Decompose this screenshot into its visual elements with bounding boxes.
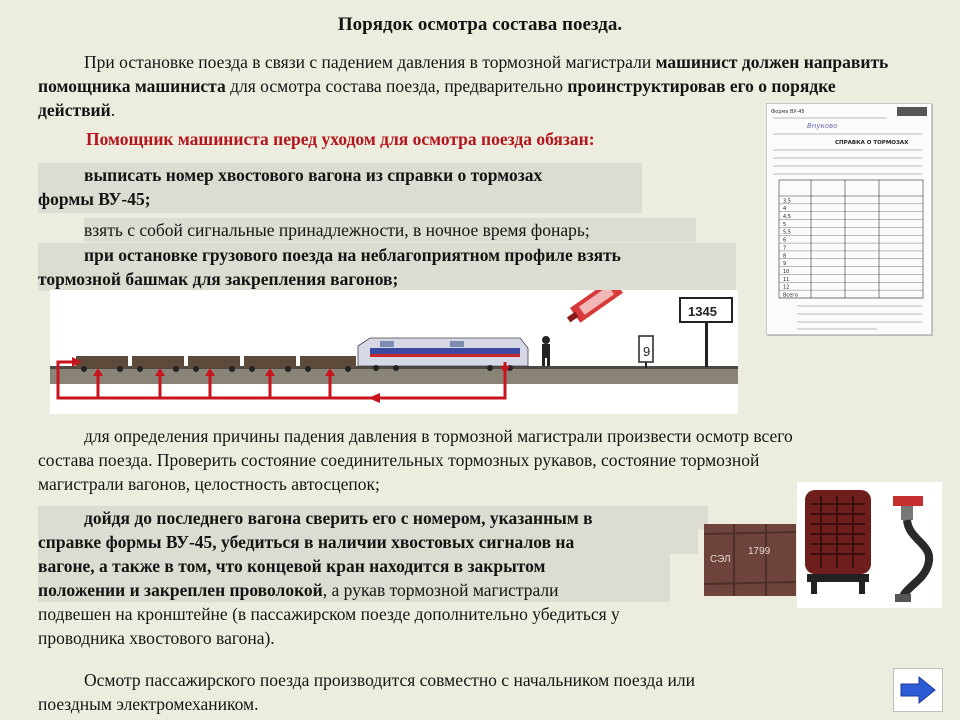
item-3-line-1: при остановке грузового поезда на неблагоприятном профиле взять — [84, 245, 621, 265]
tail-wagon-photo — [704, 524, 796, 596]
item-5-line-2 — [38, 530, 698, 554]
item-1-line-2: формы ВУ-45; — [38, 189, 151, 209]
form-row-label: 7 — [783, 245, 787, 252]
item-5-text-4b: , а рукав тормозной магистрали — [322, 580, 559, 600]
right-arrow-icon — [899, 675, 937, 705]
item-5-line-3: вагоне, а также в том, что концевой кран находится в закрытом — [38, 554, 670, 578]
train-inspection-illustration — [50, 290, 738, 414]
train-scene-drawing — [50, 290, 738, 414]
subheading: Помощник машиниста перед уходом для осмотра поезда обязан: — [86, 129, 595, 149]
form-stamp-text: Внуково — [807, 122, 838, 130]
form-row-label: 8 — [783, 253, 787, 260]
item-3-line-2: тормозной башмак для закрепления вагонов; — [38, 269, 399, 289]
intro-part3: для осмотра состава поезда, предварительно — [225, 76, 568, 96]
item-5 — [38, 506, 758, 650]
form-row-label: 3,5 — [783, 198, 791, 205]
brake-shoe-image — [563, 290, 622, 327]
slide-title: Порядок осмотра состава поезда. — [337, 14, 623, 35]
form-vu45-scan — [766, 103, 932, 335]
item-1-line-1: выписать номер хвостового вагона из справки о тормозах — [84, 165, 543, 185]
outro-line-1: Осмотр пассажирского поезда производится совместно с начальником поезда или — [84, 670, 695, 690]
form-label-text: Форма ВУ-45 — [771, 109, 805, 115]
wagon-marking-text: СЭЛ — [710, 554, 731, 565]
picket-post-number: 9 — [643, 344, 651, 359]
item-2: взять с собой сигнальные принадлежности, в ночное время фонарь; — [84, 218, 696, 242]
rail-bed — [50, 368, 738, 384]
item-5-line-5: подвешен на кронштейне (в пассажирском поезде дополнительно убедиться у — [38, 604, 620, 624]
form-row-label: 11 — [783, 276, 790, 283]
form-title-text: СПРАВКА О ТОРМОЗАХ — [835, 140, 909, 146]
item-5-text-2b: , убедиться в наличии хвостовых сигналов на — [212, 532, 575, 552]
intro-part5: . — [110, 100, 116, 120]
form-row-label: Всего — [783, 292, 798, 299]
wagon-number-text: 1799 — [748, 546, 771, 557]
item-5-text-2a: справке формы ВУ-45 — [38, 532, 213, 552]
end-valve-drawing — [797, 482, 942, 608]
end-valve-photo — [797, 482, 942, 608]
form-row-label: 4 — [783, 206, 787, 213]
item-1 — [38, 163, 642, 213]
tail-wagon-drawing — [704, 524, 796, 596]
form-row-label: 12 — [783, 284, 790, 291]
item-5-line-1: дойдя до последнего вагона сверить его с номером, указанным в — [38, 506, 708, 530]
item-3 — [38, 243, 736, 291]
picket-post — [639, 336, 653, 368]
outro-line-2: поездным электромехаником. — [38, 694, 259, 714]
form-row-label: 5 — [783, 221, 787, 228]
form-row-label: 10 — [783, 268, 790, 275]
form-row-label: 9 — [783, 261, 787, 268]
assistant-driver-figure — [542, 336, 550, 366]
kilometer-sign — [680, 298, 732, 367]
intro-part4: проинструктировав его о порядке действий — [38, 76, 836, 120]
item-5-line-6: проводника хвостового вагона). — [38, 628, 275, 648]
item-4-line-2: состава поезда. Проверить состояние соединительных тормозных рукавов, состояние тормозной — [38, 450, 760, 470]
intro-part2: машинист должен направить помощника машиниста — [38, 52, 889, 96]
outro-paragraph — [38, 668, 878, 716]
intro-part1: При остановке поезда в связи с падением давления в тормозной магистрали — [84, 52, 656, 72]
item-4-line-1: для определения причины падения давления в тормозной магистрали произвести осмотр всего — [84, 426, 793, 446]
form-vu45-drawing — [767, 104, 931, 334]
form-row-label: 4,5 — [783, 214, 791, 221]
form-row-label: 6 — [783, 237, 787, 244]
item-5-text-4a: положении и закреплен проволокой — [38, 580, 323, 600]
item-4 — [38, 424, 918, 496]
form-row-label: 5,5 — [783, 229, 791, 236]
item-4-line-3: магистрали вагонов, целостность автосцепок; — [38, 474, 380, 494]
kilometer-sign-number: 1345 — [688, 304, 717, 319]
next-slide-button[interactable] — [893, 668, 943, 712]
item-5-line-4 — [38, 578, 670, 602]
